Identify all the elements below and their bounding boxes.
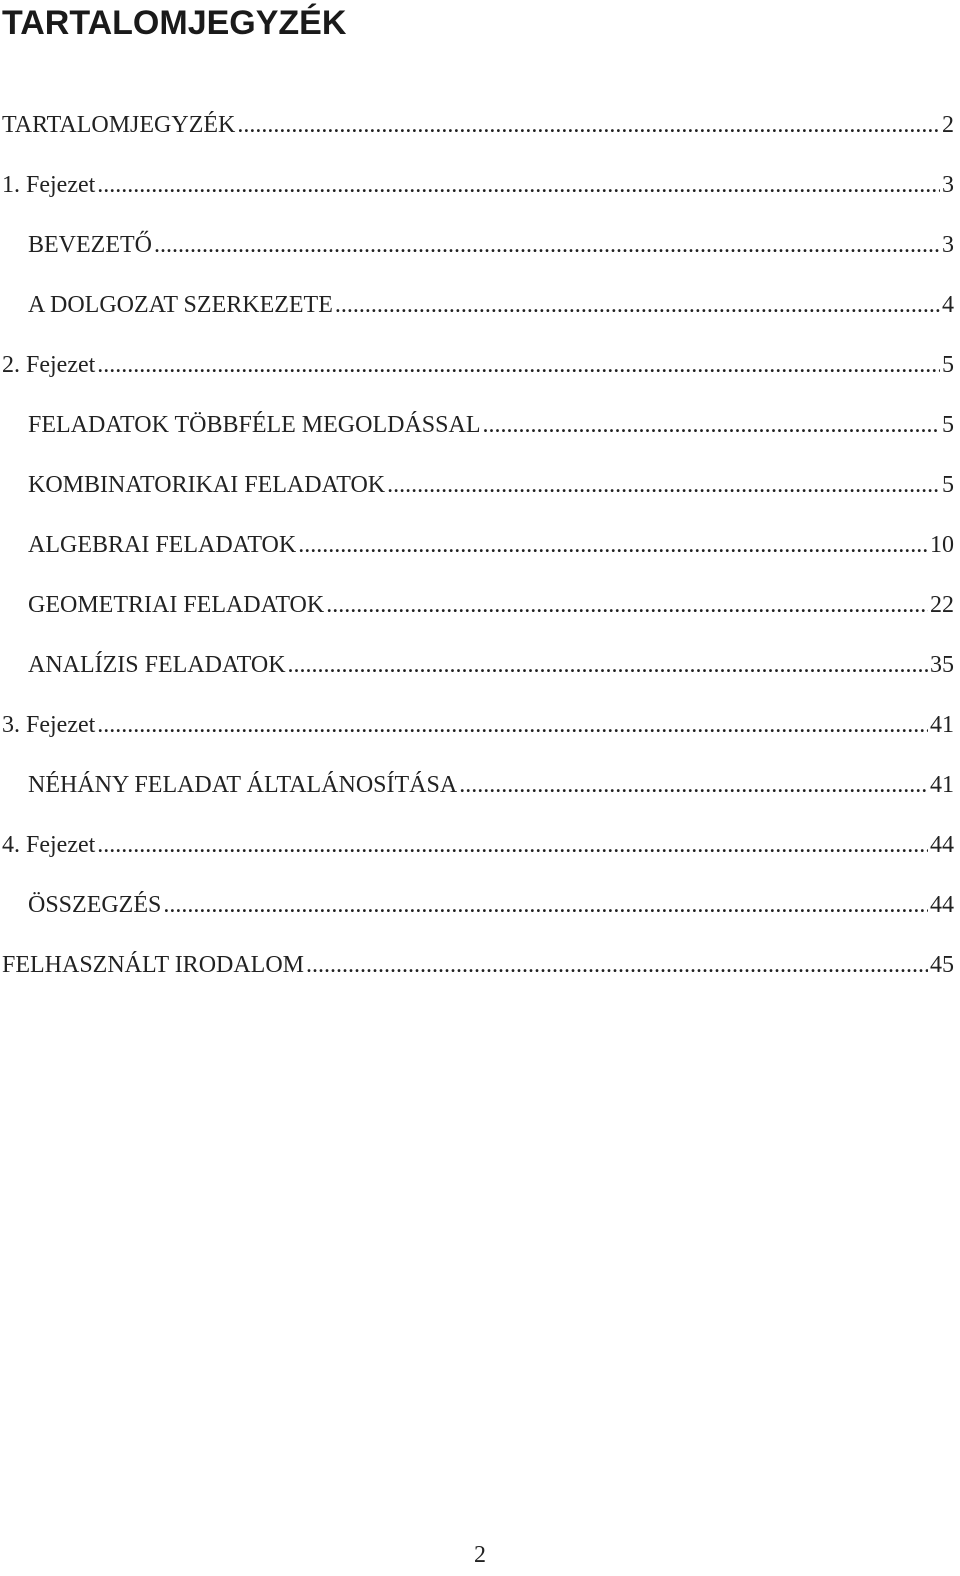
toc-leader-dots: [335, 290, 940, 320]
toc-leader-dots: [97, 170, 940, 200]
toc-entry-page: 44: [930, 892, 954, 918]
toc-entry[interactable]: [0, 350, 960, 410]
toc-entry[interactable]: [0, 830, 960, 890]
toc-entry-page: 45: [930, 952, 954, 978]
toc-entry-page: 2: [942, 112, 954, 138]
toc-entry-title: 3. Fejezet: [2, 712, 96, 738]
toc-leader-dots: [288, 650, 928, 680]
toc-entry[interactable]: [0, 950, 960, 1010]
toc-leader-dots: [459, 770, 928, 800]
toc-entry[interactable]: [0, 530, 960, 590]
toc-entry-page: 10: [930, 532, 954, 558]
toc-entry[interactable]: [0, 290, 960, 350]
toc-entry-page: 41: [930, 772, 954, 798]
toc-entry[interactable]: [0, 410, 960, 470]
toc-entry-title: BEVEZETŐ: [28, 232, 152, 258]
toc-entry-title: TARTALOMJEGYZÉK: [2, 112, 236, 138]
toc-entry-title: 4. Fejezet: [2, 832, 96, 858]
toc-entry-page: 5: [942, 412, 954, 438]
toc-entry-page: 44: [930, 832, 954, 858]
page-number: 2: [474, 1542, 486, 1568]
toc-entry-page: 3: [942, 172, 954, 198]
toc-entry[interactable]: [0, 710, 960, 770]
toc-entry-title: ÖSSZEGZÉS: [28, 892, 162, 918]
toc-leader-dots: [237, 110, 940, 140]
toc-entry[interactable]: [0, 650, 960, 710]
toc-leader-dots: [97, 350, 940, 380]
page-title: TARTALOMJEGYZÉK: [2, 4, 347, 42]
toc-leader-dots: [163, 890, 928, 920]
toc-entry-title: 1. Fejezet: [2, 172, 96, 198]
toc-entry-title: ALGEBRAI FELADATOK: [28, 532, 297, 558]
toc-leader-dots: [154, 230, 940, 260]
toc-entry[interactable]: [0, 890, 960, 950]
toc-entry-page: 4: [942, 292, 954, 318]
toc-entry-title: GEOMETRIAI FELADATOK: [28, 592, 325, 618]
toc-entry-page: 5: [942, 472, 954, 498]
toc-leader-dots: [97, 710, 928, 740]
toc-entry[interactable]: [0, 230, 960, 290]
toc-entry-title: 2. Fejezet: [2, 352, 96, 378]
table-of-contents: [0, 110, 960, 1010]
toc-leader-dots: [387, 470, 940, 500]
toc-entry-title: A DOLGOZAT SZERKEZETE: [28, 292, 333, 318]
toc-entry[interactable]: [0, 470, 960, 530]
toc-leader-dots: [306, 950, 928, 980]
toc-leader-dots: [482, 410, 940, 440]
toc-leader-dots: [298, 530, 928, 560]
toc-leader-dots: [97, 830, 928, 860]
toc-entry[interactable]: [0, 590, 960, 650]
toc-entry-title: ANALÍZIS FELADATOK: [28, 652, 286, 678]
toc-entry-page: 5: [942, 352, 954, 378]
toc-entry-title: FELHASZNÁLT IRODALOM: [2, 952, 305, 978]
toc-entry-title: FELADATOK TÖBBFÉLE MEGOLDÁSSAL: [28, 412, 481, 438]
toc-entry-page: 3: [942, 232, 954, 258]
toc-entry-page: 41: [930, 712, 954, 738]
toc-entry[interactable]: [0, 170, 960, 230]
toc-entry-page: 22: [930, 592, 954, 618]
toc-entry[interactable]: [0, 110, 960, 170]
toc-entry-title: NÉHÁNY FELADAT ÁLTALÁNOSÍTÁSA: [28, 772, 458, 798]
toc-leader-dots: [326, 590, 928, 620]
toc-entry-title: KOMBINATORIKAI FELADATOK: [28, 472, 386, 498]
toc-entry-page: 35: [930, 652, 954, 678]
toc-entry[interactable]: [0, 770, 960, 830]
